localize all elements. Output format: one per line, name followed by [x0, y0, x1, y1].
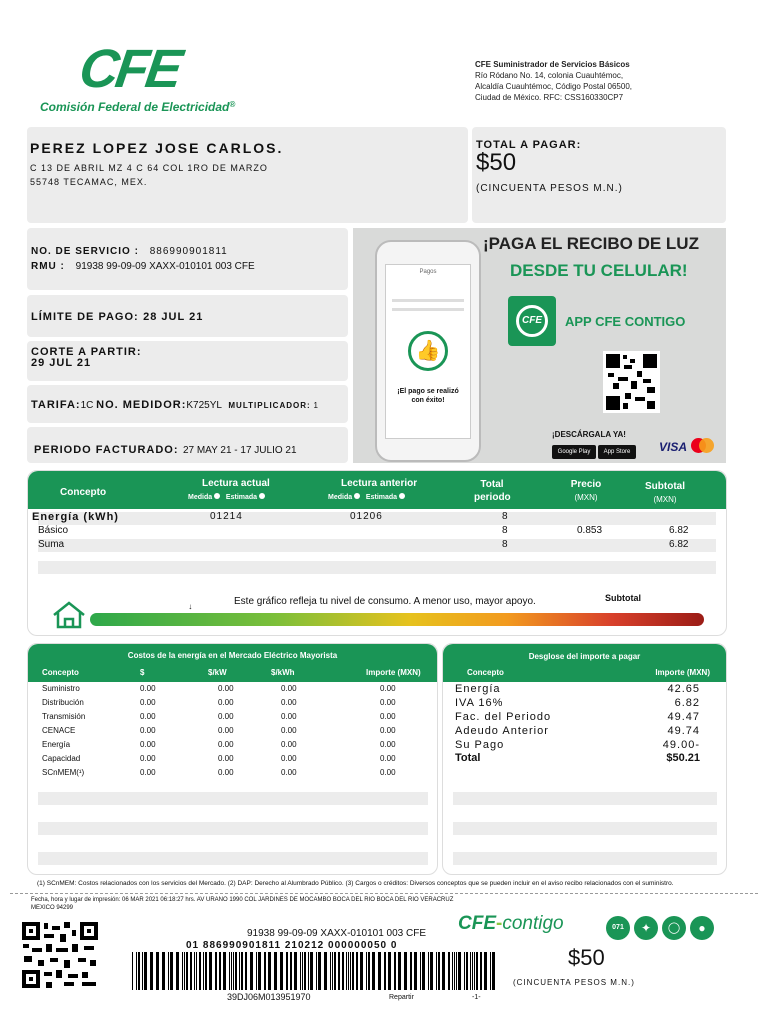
twitter-icon[interactable]: ✦: [634, 916, 658, 940]
barcode-bar: [334, 952, 336, 990]
barcode-bar: [215, 952, 217, 990]
customer-name: PEREZ LOPEZ JOSE CARLOS.: [30, 140, 284, 156]
barcode-bar: [352, 952, 354, 990]
barcode-bar: [235, 952, 237, 990]
barcode-bar: [241, 952, 243, 990]
barcode-bar: [231, 952, 232, 990]
app-store-button[interactable]: [598, 445, 636, 459]
service-number-value: 886990901811: [149, 246, 228, 257]
barcode-bar: [346, 952, 347, 990]
barcode-bar: [302, 952, 303, 990]
barcode-bar: [388, 952, 391, 990]
tarifa-label: TARIFA:: [31, 399, 81, 411]
total-amount: $50: [476, 149, 517, 176]
barcode-bar: [464, 952, 465, 990]
barcode-bar: [239, 952, 240, 990]
barcode-bar: [324, 952, 327, 990]
barcode-bar: [199, 952, 201, 990]
table-row: [28, 511, 726, 525]
supplier-address-1: Río Ródano No. 14, colonia Cuauhtémoc,: [475, 71, 624, 80]
market-title: Costos de la energía en el Mercado Eléctrico Mayorista: [127, 651, 338, 660]
barcode-bar: [132, 952, 133, 990]
google-play-label: Google Play: [557, 449, 591, 455]
location-icon[interactable]: ●: [690, 916, 714, 940]
barcode-bar: [190, 952, 192, 990]
row-concept: CENACE: [42, 726, 76, 735]
col-subtotal-label: Subtotal: [645, 481, 685, 492]
table-row: [28, 768, 437, 782]
period-label: PERIODO FACTURADO:: [34, 444, 179, 456]
download-text: ¡DESCÁRGALA YA!: [552, 430, 626, 439]
barcode-bar: [264, 952, 266, 990]
row-value: 0.00: [140, 712, 156, 721]
barcode-bar: [229, 952, 230, 990]
footer-amount: $50: [568, 945, 605, 970]
promo-banner: [353, 228, 726, 463]
multiplier-value: 1: [313, 401, 318, 410]
row-value: 0.00: [380, 726, 396, 735]
barcode-bar: [245, 952, 247, 990]
house-icon: [52, 601, 86, 629]
barcode-bar: [316, 952, 317, 990]
registered-mark: ®: [229, 100, 236, 109]
table-row: [443, 710, 726, 724]
breakdown-header: [443, 644, 726, 682]
barcode-bar: [338, 952, 340, 990]
breakdown-total-value: $50.21: [666, 752, 700, 764]
row-value: 0.00: [140, 698, 156, 707]
company-name: Comisión Federal de Electricidad: [40, 100, 230, 114]
row-concept: Capacidad: [42, 754, 81, 763]
barcode-number: 01 886990901811 210212 000000050 0: [186, 940, 398, 951]
row-concept: Su Pago: [455, 739, 505, 751]
consumption-section: [27, 470, 727, 636]
table-row: [28, 740, 437, 754]
row-concept: Suma: [38, 539, 65, 550]
row-concept: Fac. del Periodo: [455, 711, 552, 723]
service-number-label: NO. DE SERVICIO :: [31, 246, 139, 257]
app-icon: [508, 296, 556, 346]
service-panel: [27, 228, 348, 290]
row-price: 0.853: [577, 525, 603, 536]
barcode-bar: [420, 952, 421, 990]
barcode-bar: [196, 952, 197, 990]
barcode-bar: [156, 952, 159, 990]
barcode-bar: [294, 952, 297, 990]
row-value: 0.00: [281, 698, 297, 707]
row-concept: Energía: [42, 740, 71, 749]
table-row: [28, 525, 726, 539]
table-row: [443, 724, 726, 738]
row-concept: Suministro: [42, 684, 80, 693]
print-info-line-1: Fecha, hora y lugar de impresión: 06 MAR 2021 06:18:27 hrs. AV URANO 1990 COL JARDINES DE MOCAMBO BOCA DEL RIO BOCA DEL RIO VERACRUZ: [31, 897, 454, 903]
col-total-line-2: periodo: [474, 492, 511, 503]
due-date-value: 28 JUL 21: [143, 311, 204, 323]
phone-message: ¡El pago se realizó con éxito!: [397, 388, 459, 404]
barcode-bar: [442, 952, 445, 990]
row-concept: Energía (kWh): [32, 511, 119, 523]
row-value: 0.00: [281, 740, 297, 749]
barcode-bar: [466, 952, 468, 990]
supplier-address-2: Alcaldía Cuauhtémoc, Código Postal 06500,: [475, 82, 632, 91]
cfe-logo: [40, 40, 240, 120]
barcode-bar: [492, 952, 495, 990]
dashed-separator: [10, 893, 758, 894]
barcode-bar: [184, 952, 185, 990]
barcode-bar: [332, 952, 333, 990]
cfe-contigo-dash: -: [496, 913, 503, 934]
phone-071-label: 071: [612, 924, 624, 931]
row-concept: Distribución: [42, 698, 84, 707]
barcode-bar: [138, 952, 140, 990]
footer-amount-words: (CINCUENTA PESOS M.N.): [513, 978, 635, 987]
row-value: 0.00: [218, 768, 234, 777]
barcode-bar: [256, 952, 257, 990]
phone-status: Pagos: [419, 269, 437, 275]
col-subtotal-unit: (MXN): [653, 495, 677, 504]
barcode-bar: [274, 952, 277, 990]
row-amount: 49.74: [667, 725, 700, 737]
actual-estimada-label: Estimada: [225, 494, 258, 501]
cut-date-value: 29 JUL 21: [31, 357, 92, 369]
row-concept: Energía: [455, 683, 501, 695]
barcode-bar: [308, 952, 309, 990]
col-total-line-1: Total: [480, 479, 504, 490]
row-value: 0.00: [218, 698, 234, 707]
barcode-bar: [484, 952, 487, 990]
barcode: [132, 952, 500, 990]
row-value: 0.00: [380, 698, 396, 707]
multiplier-label: MULTIPLICADOR:: [228, 401, 311, 410]
barcode-bar: [330, 952, 331, 990]
due-date-label: LÍMITE DE PAGO:: [31, 311, 139, 323]
cfe-contigo-logo: [458, 913, 564, 935]
barcode-bar: [422, 952, 425, 990]
barcode-bar: [398, 952, 401, 990]
total-label: TOTAL A PAGAR:: [476, 139, 582, 151]
barcode-bar: [410, 952, 412, 990]
supplier-info: [475, 59, 632, 103]
google-play-button[interactable]: [552, 445, 596, 459]
barcode-bar: [142, 952, 143, 990]
repartir-label: Repartir: [389, 994, 414, 1001]
barcode-bar: [310, 952, 313, 990]
breakdown-col-importe: Importe (MXN): [655, 668, 710, 677]
row-value: 0.00: [218, 726, 234, 735]
barcode-bar: [162, 952, 165, 990]
table-row: [28, 754, 437, 768]
col-subtotal: [640, 480, 690, 506]
app-store-label: App Store: [603, 449, 631, 455]
row-concept: Adeudo Anterior: [455, 725, 549, 737]
col-precio-label: Precio: [570, 479, 602, 490]
barcode-bar: [318, 952, 321, 990]
barcode-bar: [454, 952, 455, 990]
table-row: [28, 726, 437, 740]
barcode-bar: [194, 952, 195, 990]
row-value: 0.00: [218, 740, 234, 749]
row-value: 0.00: [380, 684, 396, 693]
gauge-marker: ↓: [188, 602, 193, 611]
customer-address-2: 55748 TECAMAC, MEX.: [30, 177, 148, 187]
barcode-bar: [258, 952, 261, 990]
gauge-subtotal-label: Subtotal: [605, 593, 641, 603]
barcode-bar: [223, 952, 226, 990]
barcode-bar: [436, 952, 437, 990]
row-amount: 6.82: [674, 697, 700, 709]
app-icon-text: CFE: [516, 305, 548, 337]
consumption-rows: [28, 511, 726, 553]
barcode-bar: [470, 952, 471, 990]
barcode-bar: [250, 952, 253, 990]
barcode-bar: [219, 952, 221, 990]
table-row: [28, 698, 437, 712]
barcode-bar: [348, 952, 349, 990]
table-row: [443, 738, 726, 752]
phone-illustration: [375, 240, 481, 462]
barcode-bar: [280, 952, 283, 990]
footer-rmu-line: 91938 99-09-09 XAXX-010101 003 CFE: [247, 928, 427, 939]
col-precio: [564, 478, 608, 504]
barcode-bar: [150, 952, 153, 990]
market-header: [28, 644, 437, 682]
print-info-line-2: MEXICO 94299: [31, 905, 74, 911]
col-lectura-actual: Lectura actual: [202, 478, 270, 489]
cfe-app-icon[interactable]: ◯: [662, 916, 686, 940]
row-value: 0.00: [218, 684, 234, 693]
app-name: APP CFE CONTIGO: [565, 314, 686, 329]
breakdown-total-row: [443, 752, 726, 766]
col-concepto: Concepto: [60, 487, 107, 498]
barcode-bar: [490, 952, 491, 990]
market-col-kwh: $/kWh: [271, 668, 295, 677]
phone-071-icon[interactable]: [606, 916, 630, 940]
barcode-bar: [368, 952, 370, 990]
row-concept: Básico: [38, 525, 69, 536]
row-value: 0.00: [380, 768, 396, 777]
barcode-bar: [480, 952, 482, 990]
consumption-header: [28, 471, 726, 509]
market-col-importe: Importe (MXN): [366, 668, 421, 677]
row-subtotal: 6.82: [669, 539, 689, 550]
cfe-contigo-word: contigo: [502, 913, 564, 934]
row-value: 0.00: [281, 768, 297, 777]
table-row: [28, 712, 437, 726]
row-value: 0.00: [281, 726, 297, 735]
barcode-bar: [268, 952, 271, 990]
table-row: [443, 696, 726, 710]
row-concept: Transmisión: [42, 712, 86, 721]
footer-qr-code: [20, 920, 100, 990]
barcode-bar: [356, 952, 358, 990]
barcode-bar: [144, 952, 147, 990]
barcode-bar: [458, 952, 461, 990]
mastercard-icon: [691, 438, 715, 454]
barcode-bar: [168, 952, 169, 990]
barcode-bar: [384, 952, 386, 990]
market-col-concepto: Concepto: [42, 668, 79, 677]
anterior-medida-label: Medida: [328, 494, 353, 501]
visa-logo: VISA: [659, 440, 688, 454]
gauge-text: Este gráfico refleja tu nivel de consumo. A menor uso, mayor apoyo.: [234, 596, 536, 607]
meter-label: NO. MEDIDOR:: [96, 399, 187, 411]
consumption-gauge-bar: [90, 613, 704, 626]
barcode-bar: [456, 952, 457, 990]
barcode-bar: [209, 952, 212, 990]
market-section: [27, 643, 438, 875]
barcode-bar: [136, 952, 137, 990]
barcode-bar: [394, 952, 396, 990]
promo-line-2: DESDE TU CELULAR!: [510, 261, 688, 280]
breakdown-total-label: Total: [455, 752, 481, 764]
row-subtotal: 6.82: [669, 525, 689, 536]
row-total: 8: [502, 525, 508, 536]
anterior-estimada-label: Estimada: [365, 494, 398, 501]
row-value: 0.00: [140, 684, 156, 693]
promo-line-1: ¡PAGA EL RECIBO DE LUZ: [483, 234, 699, 253]
table-row: [443, 682, 726, 696]
breakdown-title: Desglose del importe a pagar: [528, 652, 641, 661]
period-value: 27 MAY 21 - 17 JULIO 21: [182, 445, 297, 456]
row-value: 0.00: [281, 712, 297, 721]
barcode-bar: [438, 952, 440, 990]
supplier-address-3: Ciudad de México. RFC: CSS160330CP7: [475, 93, 624, 102]
row-total: 8: [502, 539, 508, 550]
barcode-bar: [342, 952, 344, 990]
row-concept: IVA 16%: [455, 697, 504, 709]
barcode-bar: [186, 952, 188, 990]
row-value: 0.00: [218, 712, 234, 721]
col-total: [474, 478, 510, 504]
barcode-bar: [366, 952, 367, 990]
rmu-label: RMU :: [31, 261, 65, 272]
barcode-bar: [476, 952, 478, 990]
barcode-bar: [378, 952, 381, 990]
total-panel: [472, 127, 726, 223]
table-row: [28, 539, 726, 553]
row-value: 0.00: [140, 754, 156, 763]
barcode-bar: [472, 952, 473, 990]
row-value: 0.00: [281, 684, 297, 693]
barcode-bar: [474, 952, 475, 990]
barcode-bar: [350, 952, 351, 990]
row-anterior: 01206: [350, 511, 383, 522]
tarifa-value: 1C: [80, 400, 94, 411]
promo-qr-code: [603, 351, 660, 413]
barcode-bar: [304, 952, 306, 990]
row-value: 0.00: [380, 712, 396, 721]
actual-medida-label: Medida: [188, 494, 213, 501]
customer-panel: [27, 127, 468, 223]
market-col-dollar: $: [140, 668, 145, 677]
total-words: (CINCUENTA PESOS M.N.): [476, 183, 623, 194]
page-number: -1-: [472, 994, 481, 1001]
barcode-bar: [233, 952, 234, 990]
row-amount: 49.00-: [662, 739, 700, 751]
row-value: 0.00: [380, 754, 396, 763]
cfe-logo-text: CFE: [75, 39, 184, 99]
col-precio-unit: (MXN): [574, 493, 598, 502]
row-total: 8: [502, 511, 508, 522]
cut-date-label: CORTE A PARTIR:: [31, 346, 142, 358]
breakdown-rows: [443, 682, 726, 752]
barcode-bar: [203, 952, 204, 990]
row-value: 0.00: [140, 740, 156, 749]
cfe-contigo-cfe: CFE: [458, 913, 496, 934]
cut-date-panel: [27, 341, 348, 381]
barcode-bar: [372, 952, 375, 990]
barcode-bar: [430, 952, 433, 990]
print-info: [31, 896, 591, 912]
market-col-kw: $/kW: [208, 668, 227, 677]
barcode-bar: [286, 952, 288, 990]
barcode-bar: [176, 952, 179, 990]
col-lectura-anterior: Lectura anterior: [341, 478, 418, 489]
barcode-bar: [448, 952, 450, 990]
tariff-panel: [27, 385, 348, 423]
period-panel: [27, 427, 348, 463]
barcode-bar: [182, 952, 183, 990]
row-concept: SCnMEM(¹): [42, 768, 85, 777]
table-row: [28, 684, 437, 698]
barcode-bar: [452, 952, 453, 990]
due-date-panel: [27, 295, 348, 337]
barcode-bar: [414, 952, 417, 990]
barcode-bar: [428, 952, 429, 990]
row-amount: 42.65: [667, 683, 700, 695]
row-value: 0.00: [140, 768, 156, 777]
meter-value: K725YL: [186, 400, 222, 411]
market-rows: [28, 684, 437, 782]
barcode-bar: [170, 952, 173, 990]
rmu-value: 91938 99-09-09 XAXX-010101 003 CFE: [75, 261, 255, 272]
row-amount: 49.47: [667, 711, 700, 723]
breakdown-col-concepto: Concepto: [467, 668, 504, 677]
row-actual: 01214: [210, 511, 243, 522]
row-value: 0.00: [140, 726, 156, 735]
breakdown-section: [442, 643, 727, 875]
barcode-bar: [205, 952, 207, 990]
barcode-bar: [300, 952, 301, 990]
row-value: 0.00: [218, 754, 234, 763]
thumbs-up-icon: 👍: [408, 331, 448, 371]
supplier-name: CFE Suministrador de Servicios Básicos: [475, 60, 630, 69]
row-value: 0.00: [380, 740, 396, 749]
serial-number: 39DJ06M013951970: [227, 992, 311, 1002]
barcode-bar: [360, 952, 363, 990]
row-value: 0.00: [281, 754, 297, 763]
barcode-bar: [404, 952, 407, 990]
customer-address-1: C 13 DE ABRIL MZ 4 C 64 COL 1RO DE MARZO: [30, 163, 268, 173]
footer-note: (1) SCnMEM: Costos relacionados con los servicios del Mercado. (2) DAP: Derecho al Alumbrado Público. (3) Cargos o créditos: Diversos conceptos que se pueden incluir en el aviso recibo relacionados con el suministro.: [37, 880, 674, 887]
barcode-bar: [290, 952, 292, 990]
